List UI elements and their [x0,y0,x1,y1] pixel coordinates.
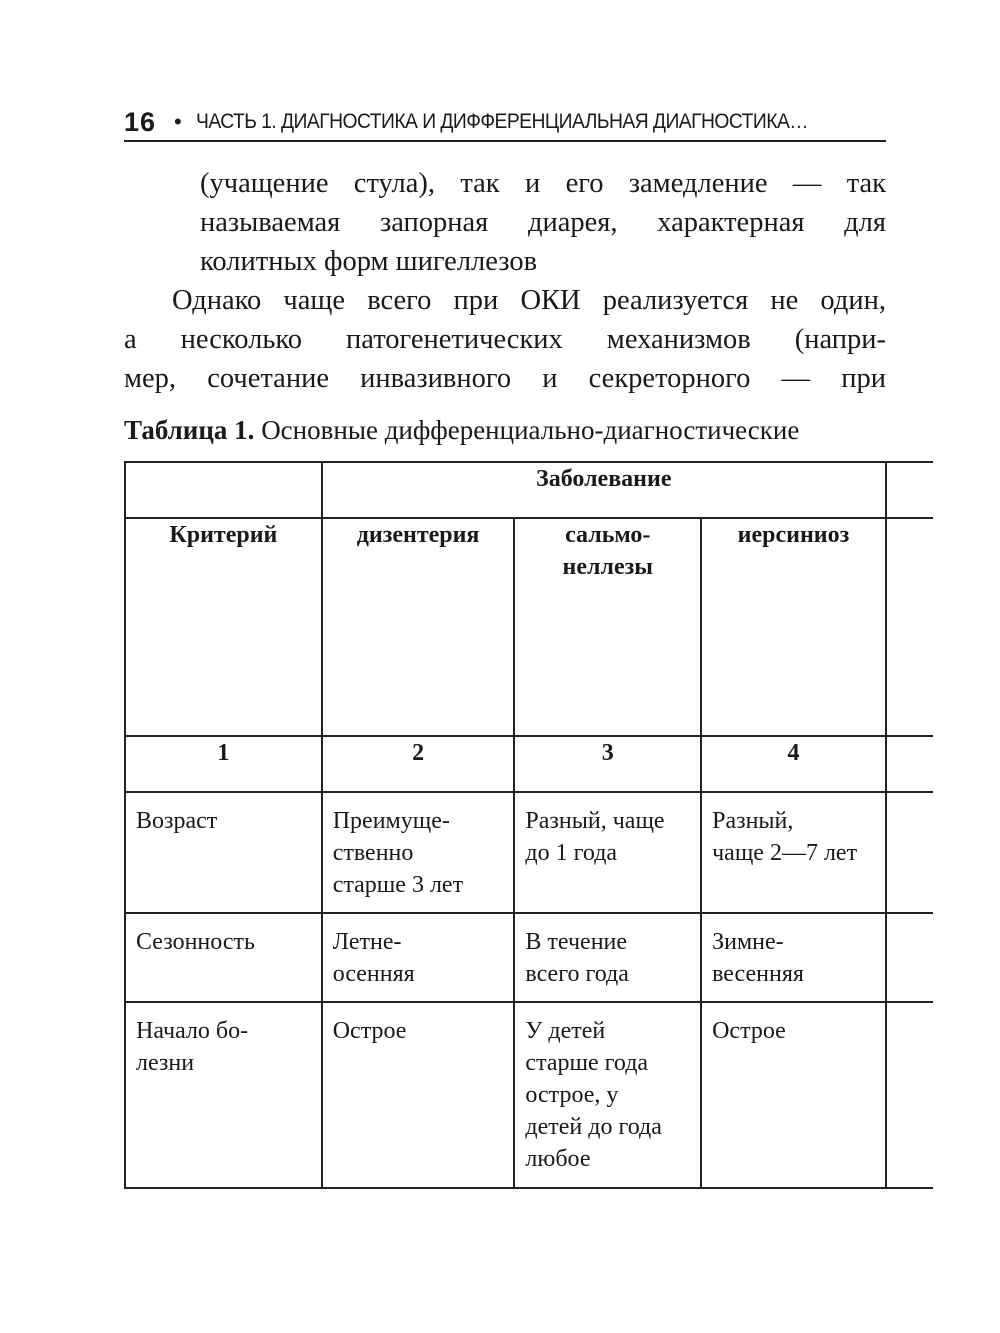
table-cell [322,913,515,1002]
table-row [125,913,933,1002]
column-number: 2 [322,736,515,792]
cell-text: Разный, чаще 2—7 лет [712,808,858,866]
table-cell [701,913,886,1002]
bullet-icon: • [174,109,182,134]
table-cell-criterion [125,1002,322,1188]
table-caption [124,412,886,448]
cell-text: Возраст [136,808,218,834]
header-cell-criterion: Критерий [125,518,322,736]
table-cell-cut [886,913,933,1002]
text-line: называемая запорная диарея, характерная для [200,207,886,238]
cell-text: Разный, чаще до 1 года [525,808,665,866]
text-line: мер, сочетание инвазивного и секреторного — при [124,363,886,394]
table-caption-label: Таблица 1. [124,415,255,445]
table-cell [514,913,701,1002]
text-line: а несколько патогенетических механизмов (напри- [124,324,886,355]
table-cell-cut [886,1002,933,1188]
header-cell-cut [886,518,933,736]
table-cell [701,1002,886,1188]
header-cell-yersiniosis: иерсиниоз [701,518,886,736]
table-header-row [125,462,933,518]
paragraph-main [124,281,886,398]
table-cell [514,792,701,913]
text-line: (учащение стула), так и его замедление — так [200,168,886,199]
column-number: 4 [701,736,886,792]
header-cell-disease-group: Заболевание [322,462,886,518]
cell-text: У детей старше года острое, у детей до года любое [525,1018,662,1172]
table-row [125,792,933,913]
table-cell [322,1002,515,1188]
cell-text: Преимуще- ственно старше 3 лет [332,808,464,898]
column-number-cut [886,736,933,792]
cell-text: Начало бо- лезни [136,1018,249,1076]
table-cell [322,792,515,913]
table-cell-criterion [125,792,322,913]
table-header-row [125,518,933,736]
cell-text: Зимне- весенняя [712,929,804,987]
text-line: колитных форм шигеллезов [200,246,538,277]
header-cell-dysentery: дизентерия [322,518,515,736]
table-row [125,1002,933,1188]
column-number: 1 [125,736,322,792]
paragraph-continuation [200,164,886,281]
page-number: 16 [124,106,157,137]
header-cell-salmonellosis: сальмо- неллезы [514,518,701,736]
table-cell [701,792,886,913]
column-number: 3 [514,736,701,792]
header-cell-cut [886,462,933,518]
cell-text: Острое [712,1018,786,1044]
cell-text: В течение всего года [525,929,629,987]
header-cell-empty [125,462,322,518]
cell-text: Летне- осенняя [332,929,415,987]
table-number-row [125,736,933,792]
cell-text: Сезонность [136,929,255,955]
text-line: Однако чаще всего при ОКИ реализуется не один, [172,285,886,316]
cell-text: Острое [332,1018,407,1044]
table-cell-cut [886,792,933,913]
diagnostic-table [124,461,933,1189]
table-cell [514,1002,701,1188]
table-cell-criterion [125,913,322,1002]
table-caption-text: Основные дифференциально-диагностические [261,415,800,445]
running-title: ЧАСТЬ 1. ДИАГНОСТИКА И ДИФФЕРЕНЦИАЛЬНАЯ ДИАГНОСТИКА… [195,110,808,133]
running-header [124,104,886,142]
